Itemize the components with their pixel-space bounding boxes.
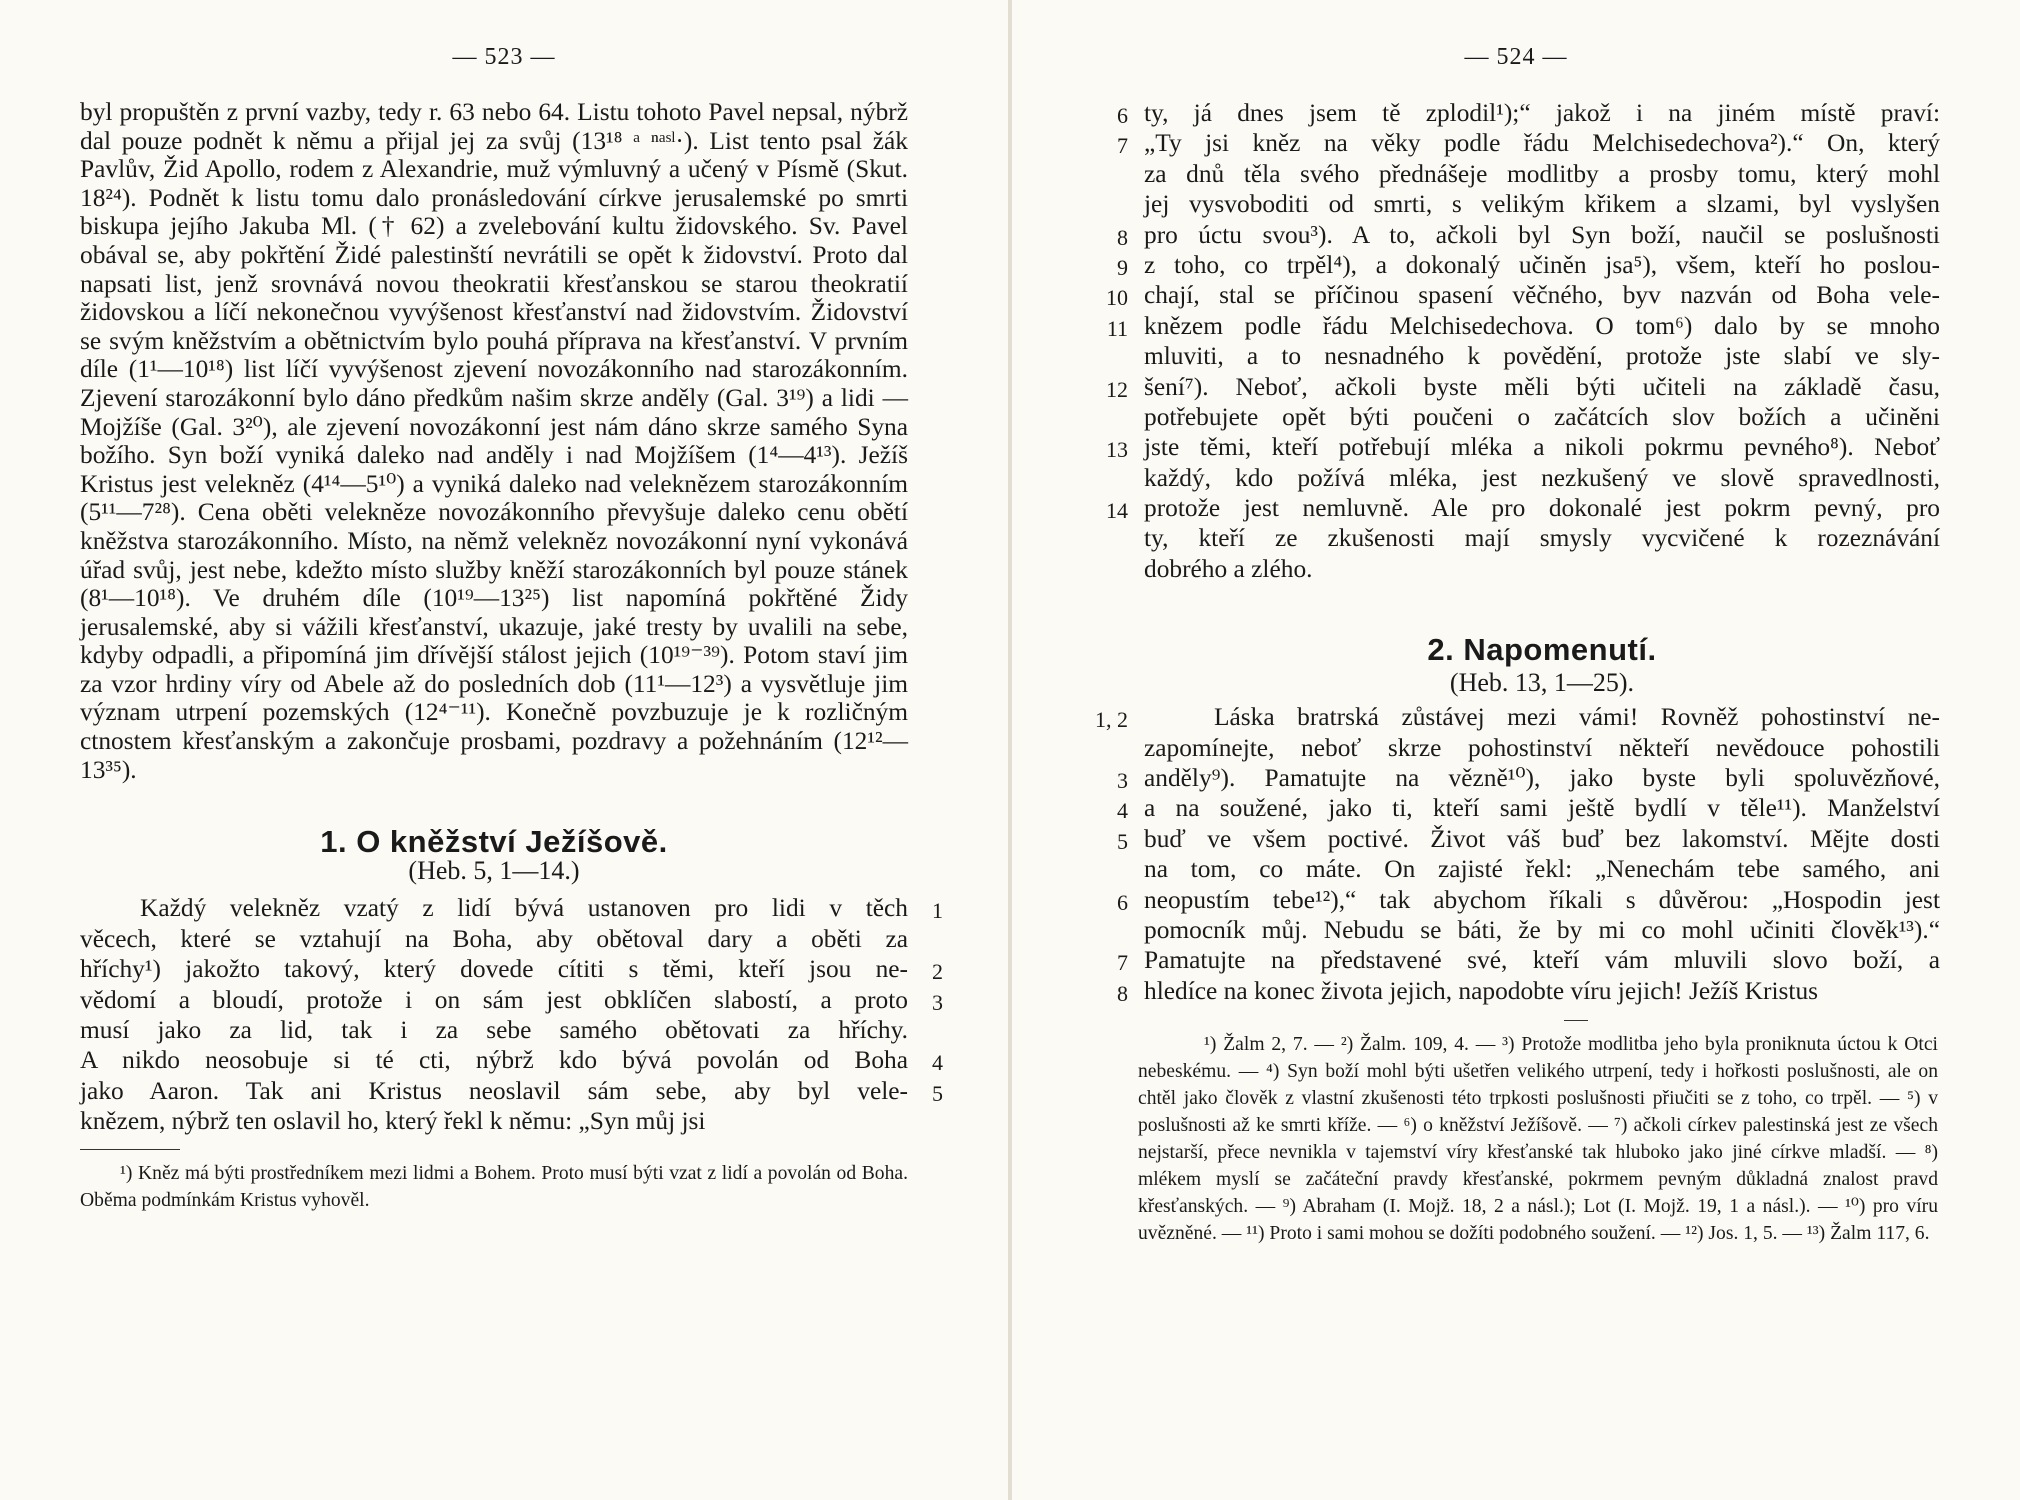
verse-line-text: ty, já dnes jsem tě zplodil¹);“ jakož i na jiném místě praví: <box>1144 99 1940 127</box>
verse-number: 5 <box>1117 828 1128 854</box>
verse-line-text: protože jest nemluvně. Ale pro dokonalé jest pokrm pevný, pro <box>1144 494 1940 523</box>
verse-number: 6 <box>1117 889 1128 915</box>
verse-line <box>80 1106 908 1136</box>
verse-line-text: Láska bratrská zůstávej mezi vámi! Rovněž pohostinství ne- <box>1214 703 1940 732</box>
verse-line-text: mluviti, a to nesnadného k povědění, protože jste slabí ve sly- <box>1144 342 1940 371</box>
verse-line-text: každý, kdo požívá mléka, jest nezkušený ve slově spravedlnosti, <box>1144 463 1940 492</box>
verse-number: 11 <box>1106 315 1128 341</box>
verse-line-text: pro úctu svou³). A to, ačkoli byl Syn boží, naučil se poslušnosti <box>1144 220 1940 249</box>
verse-number: 9 <box>1117 254 1128 280</box>
right-page-body <box>1095 98 1940 1247</box>
verse-line <box>1144 854 1940 884</box>
verse-line-text: chají, stal se příčinou spasení věčného, byv nazván od Boha vele- <box>1144 281 1940 310</box>
verse-number: 4 <box>1117 798 1128 824</box>
verse-line-text: „Ty jsi kněz na věky podle řádu Melchisedechova²).“ On, který <box>1144 129 1940 158</box>
verse-number: 3 <box>1117 768 1128 794</box>
right-verses-2 <box>1095 702 1940 1006</box>
verse-line <box>1144 554 1940 584</box>
verse-line <box>1117 763 1940 794</box>
right-verses-1 <box>1106 98 1940 584</box>
verse-line <box>1144 523 1940 553</box>
verse-line-text: a na soužené, jako ti, kteří sami ještě bydlí v těle¹¹). Manželství <box>1144 794 1940 823</box>
verse-number: 7 <box>1117 950 1128 976</box>
verse-line-text: dobrého a zlého. <box>1144 554 1313 583</box>
verse-line <box>1095 702 1940 733</box>
left-page-body <box>80 98 943 1214</box>
verse-line <box>1117 945 1940 976</box>
verse-line <box>1144 159 1940 189</box>
verse-line-text: ty, kteří ze zkušenosti mají smysly vycvičené k rozeznávání <box>1144 524 1940 553</box>
verse-number: 8 <box>1117 980 1128 1006</box>
verse-line <box>1117 885 1940 915</box>
verse-number: 5 <box>932 1080 943 1106</box>
verse-line <box>1117 976 1940 1006</box>
verse-line <box>1117 793 1940 824</box>
footnotes-right-text: ¹) Žalm 2, 7. — ²) Žalm. 109, 4. — ³) Protože modlitba jeho byla proniknuta úctou k Otci nebeskému. — ⁴) Syn boží mohl býti ušetřen velikého utrpení, tedy i hořkosti poslušnosti, ale on chtěl jako člověk z vlastní zkušenosti této trpkosti poslušnosti přiučiti se z toho, co trpěl. — ⁵) v poslušnosti až ke smrti kříže. — ⁶) o kněžství Ježíšově. — ⁷) ačkoli církev palestinská jest ze všech nejstarší, přece nevnikla v tajemství víry křesťanské tak hluboko jako jiné církve mladší. — ⁸) mlékem myslí se začáteční pravdy křesťanské, pokrmem pevným důkladná znalost pravd křesťanských. — ⁹) Abraham (I. Mojž. 18, 2 a násl.); Lot (I. Mojž. 19, 1 a násl.). — ¹⁰) pro víru uvězněné. — ¹¹) Proto i sami mohou se dožíti podobného soužení. — ¹²) Jos. 1, 5. — ¹³) Žalm 117, 6. <box>1138 1034 1938 1245</box>
verse-line <box>1144 733 1940 763</box>
verse-line-text: jako Aaron. Tak ani Kristus neoslavil sám sebe, aby byl vele- <box>80 1076 908 1105</box>
verse-line <box>1106 432 1940 463</box>
verse-line <box>80 985 943 1015</box>
verse-line <box>1117 824 1940 854</box>
verse-line-text: knězem podle řádu Melchisedechova. O tom⁶) dalo by se mnoho <box>1144 311 1940 340</box>
verse-line-text: šení⁷). Neboť, ačkoli byste měli býti učiteli na základě času, <box>1144 372 1940 401</box>
verse-line-text: Pamatujte na představené své, kteří vám mluvili slovo boží, a <box>1144 946 1940 975</box>
verse-line <box>1144 189 1940 219</box>
verse-line-text: na tom, co máte. On zajisté řekl: „Nenechám tebe samého, ani <box>1144 855 1940 884</box>
verse-line <box>80 924 908 954</box>
verse-line-text: pomocník můj. Nebudu se báti, že by mi co mohl učiniti člověk¹³).“ <box>1144 915 1940 944</box>
verse-line <box>1117 128 1940 159</box>
verse-line-text: věcech, které se vztahují na Boha, aby obětoval dary a oběti za <box>80 924 908 953</box>
verse-line <box>80 1045 943 1076</box>
verse-line-text: hříchy¹) jakožto takový, který dovede cítiti s těmi, kteří jsou ne- <box>80 955 908 984</box>
verse-line <box>1106 493 1940 524</box>
verse-line-text: A nikdo neosobuje si té cti, nýbrž kdo bývá povolán od Boha <box>80 1046 908 1075</box>
verse-number: 12 <box>1106 376 1128 402</box>
verse-line <box>80 1076 943 1106</box>
verse-number: 6 <box>1117 103 1128 128</box>
verse-line-text: knězem, nýbrž ten oslavil ho, který řekl k němu: „Syn můj jsi <box>80 1107 706 1136</box>
verse-line-text: vědomí a bloudí, protože i on sám jest obklíčen slabostí, a proto <box>80 985 908 1014</box>
verse-number: 1, 2 <box>1095 707 1128 733</box>
footnotes-left <box>80 1160 908 1214</box>
verse-line <box>80 954 943 985</box>
section-title-1: 1. O kněžství Ježíšově. <box>320 824 668 860</box>
verse-line <box>1117 220 1940 250</box>
verse-line <box>80 1015 908 1045</box>
verse-number: 7 <box>1117 133 1128 159</box>
verse-line <box>1144 341 1940 371</box>
verse-line-text: Každý velekněz vzatý z lidí bývá ustanoven pro lidi v těch <box>140 894 908 923</box>
verse-line <box>1117 98 1940 128</box>
verse-line-text: zapomínejte, neboť skrze pohostinství někteří nevědouce pohostili <box>1144 733 1940 762</box>
intro-paragraph: byl propuštěn z první vazby, tedy r. 63 nebo 64. Listu tohoto Pavel nepsal, nýbrž dal pouze podnět k němu a přijal jej za svůj (13¹⁸ ᵃ ⁿᵃˢˡ·). List tento psal žák Pavlův, Žid Apollo, rodem z Alexandrie, muž výmluvný a učený v Písmě (Skut. 18²⁴). Podnět k listu tomu dalo pronásledování církve jerusalemské po smrti biskupa jejího Jakuba Ml. († 62) a zvelebování kultu židovského. Sv. Pavel obával se, aby pokřtění Židé palestinští nevrátili se opět k židovství. Proto dal napsati list, jenž srovnává novou theokratii křesťanskou se starou theokratií židovskou a líčí nekonečnou vyvýšenost křesťanství nad židovstvím. Židovství se svým kněžstvím a obětnictvím bylo pouhá příprava na křesťanství. V prvním díle (1¹—10¹⁸) list líčí vyvýšenost zjevení novozákonního nad starozákonním. Zjevení starozákonní bylo dáno předkům našim skrze anděly (Gal. 3¹⁹) a lidi — Mojžíše (Gal. 3²⁰), ale zjevení novozákonní jest nám dáno skrze samého Syna božího. Syn boží vyniká daleko nad anděly i nad Mojžíšem (1⁴—4¹³). Ježíš Kristus jest velekněz (4¹⁴—5¹⁰) a vyniká daleko nad veleknězem starozákonním (5¹¹—7²⁸). Cena oběti velekněze novozákonního převyšuje daleko cenu obětí kněžstva starozákonního. Místo, na němž velekněz novozákonní nyní vykonává úřad svůj, jest nebe, kdežto místo služby kněží starozákonních byl pouze stánek (8¹—10¹⁸). Ve druhém díle (10¹⁹—13²⁵) list napomíná pokřtěné Židy jerusalemské, aby si vážili křesťanství, ukazuje, jaké tresty by uvalili na sebe, kdyby odpadli, a připomíná jim dřívější stálost jejich (10¹⁹⁻³⁹). Potom staví jim za vzor hrdiny víry od Abele až do posledních dob (11¹—12³) a vysvětluje jim význam utrpení pozemských (12⁴⁻¹¹). Konečně povzbuzuje je k rozličným ctnostem křesťanským a zakončuje prosbami, pozdravy a požehnáním (12¹²—13³⁵). <box>80 98 908 784</box>
verse-line-text: jej vysvoboditi od smrti, s velikým křikem a slzami, byl vyslyšen <box>1144 190 1940 219</box>
verse-line <box>1144 402 1940 432</box>
verse-line <box>1106 280 1940 311</box>
verse-line-text: musí jako za lid, tak i za sebe samého obětovati za hříchy. <box>80 1016 908 1044</box>
verse-line-text: neopustím tebe¹²),“ tak abychom říkali s důvěrou: „Hospodin jest <box>1144 885 1940 914</box>
verse-line-text: buď ve všem poctivé. Život váš buď bez lakomství. Mějte dosti <box>1144 824 1940 853</box>
footnote-rule-right <box>1564 1020 1588 1021</box>
section-ref-2: (Heb. 13, 1—25). <box>1449 668 1635 698</box>
verse-line-text: z toho, co trpěl⁴), a dokonalý učiněn jsa⁵), všem, kteří ho poslou- <box>1144 250 1940 279</box>
page-number-left: — 523 — <box>452 44 556 70</box>
footnotes-right <box>1138 1031 1938 1247</box>
page-number-right: — 524 — <box>1464 44 1568 70</box>
verse-line <box>1106 372 1940 402</box>
footnote-rule-left <box>80 1149 180 1150</box>
left-verses <box>80 893 943 1136</box>
verse-number: 1 <box>932 898 943 924</box>
verse-line <box>1117 250 1940 280</box>
section-ref-1: (Heb. 5, 1—14.) <box>408 855 580 885</box>
footnote-left-1: ¹) Kněz má býti prostředníkem mezi lidmi a Bohem. Proto musí býti vzat z lidí a povolán od Boha. Oběma podmínkám Kristus vyhověl. <box>80 1162 908 1211</box>
verse-line <box>1106 311 1940 341</box>
verse-line-text: potřebujete opět býti poučeni o začátcích slov božích a učiněni <box>1144 402 1940 431</box>
section-title-2: 2. Napomenutí. <box>1427 632 1657 668</box>
verse-number: 4 <box>932 1050 943 1076</box>
verse-number: 14 <box>1106 498 1128 524</box>
verse-line <box>80 893 943 924</box>
verse-number: 8 <box>1117 224 1128 250</box>
verse-number: 2 <box>932 959 943 985</box>
verse-number: 13 <box>1106 437 1128 463</box>
verse-line-text: hledíce na konec života jejich, napodobte víru jejich! Ježíš Kristus <box>1144 976 1819 1005</box>
left-page <box>0 0 1008 1500</box>
verse-line-text: za dnů těla svého přednášeje modlitby a prosby tomu, který mohl <box>1144 159 1940 188</box>
verse-line <box>1144 463 1940 493</box>
verse-number: 3 <box>932 989 943 1015</box>
verse-line <box>1144 915 1940 945</box>
verse-number: 10 <box>1106 285 1128 311</box>
verse-line-text: jste těmi, kteří potřebují mléka a nikoli pokrmu pevného⁸). Neboť <box>1144 433 1940 462</box>
verse-line-text: anděly⁹). Pamatujte na vězně¹⁰), jako byste byli spoluvězňové, <box>1144 764 1940 793</box>
